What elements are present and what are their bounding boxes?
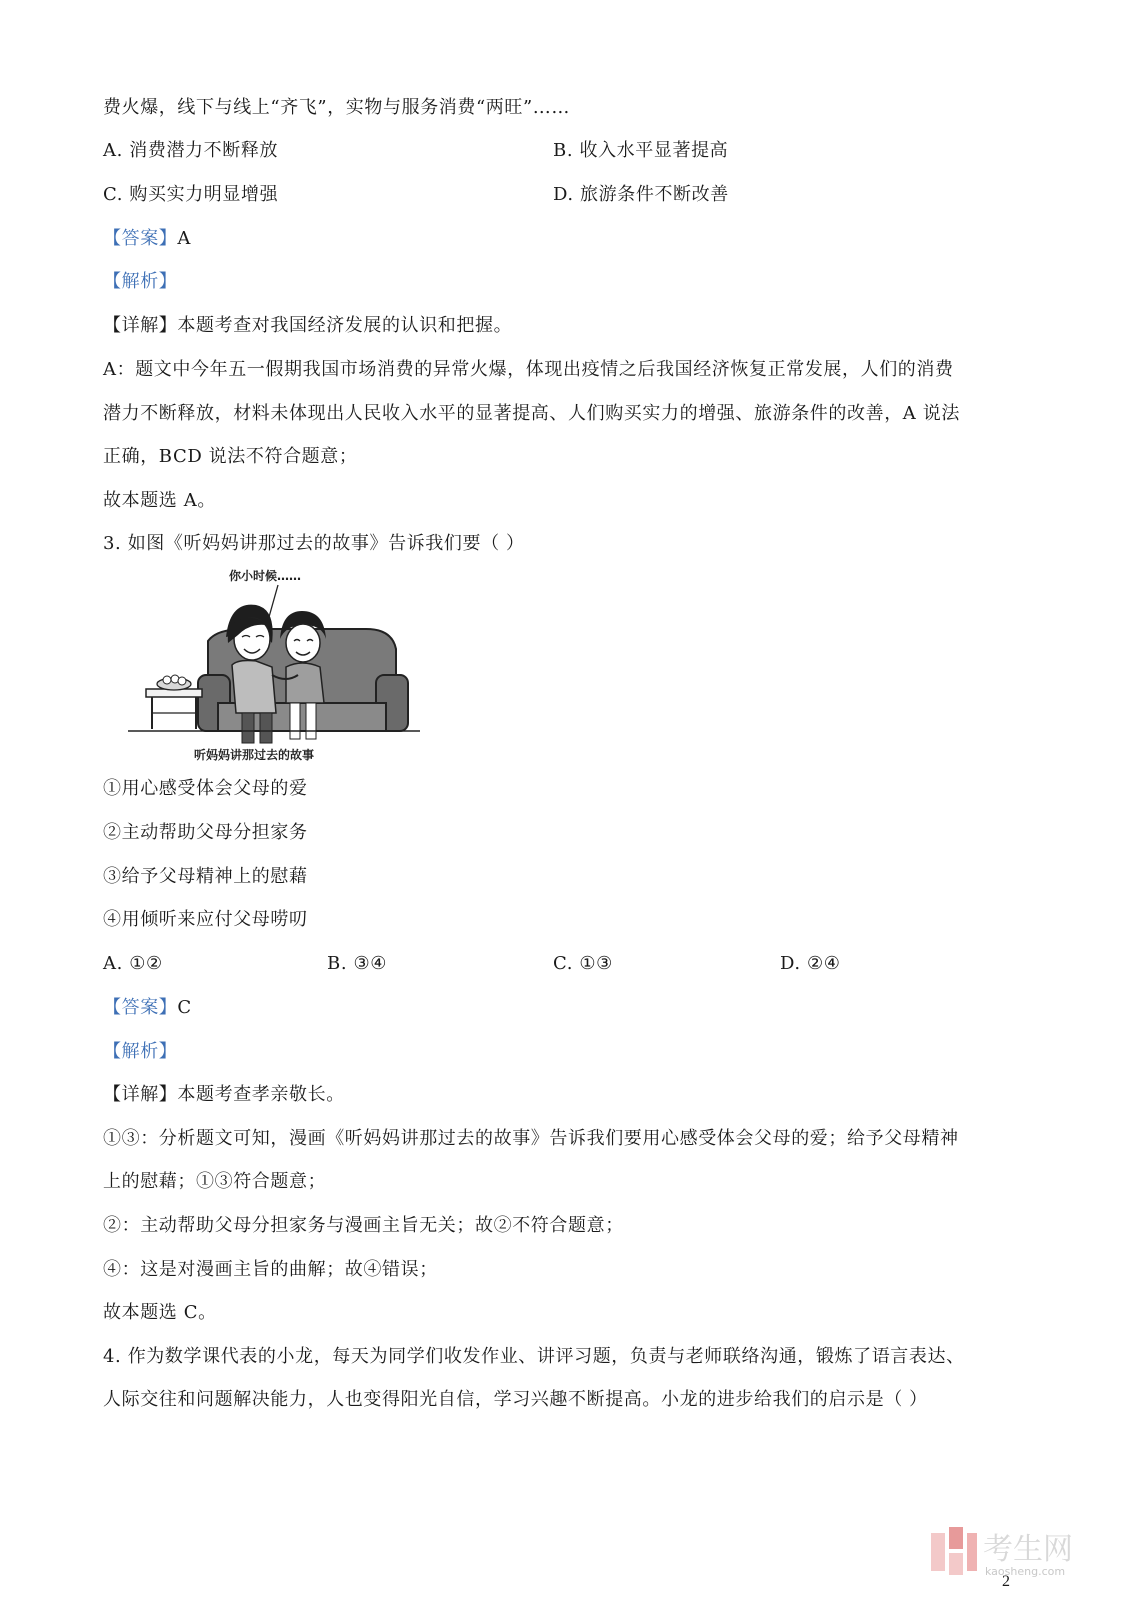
q3-explanation-line: 故本题选 C。 xyxy=(103,1302,217,1323)
watermark-url: kaosheng.com xyxy=(985,1565,1066,1578)
q2-option-b xyxy=(553,139,728,163)
q2-option-a xyxy=(103,139,278,163)
q3-explanation-line: ②：主动帮助父母分担家务与漫画主旨无关；故②不符合题意； xyxy=(103,1215,624,1236)
option-text: ①③ xyxy=(579,953,613,974)
option-letter: C. xyxy=(553,953,574,974)
detail-text: 本题考查对我国经济发展的认识和把握。 xyxy=(177,315,513,336)
q3-explanation-line: ④：这是对漫画主旨的曲解；故④错误； xyxy=(103,1259,438,1280)
option-text: 消费潜力不断释放 xyxy=(129,140,279,161)
q3-option-a xyxy=(103,952,163,976)
q2-detail xyxy=(103,314,512,338)
q3-statement: ②主动帮助父母分担家务 xyxy=(103,822,308,843)
answer-tag: 【答案】 xyxy=(103,997,178,1018)
q3-analysis-tag: 【解析】 xyxy=(103,1041,178,1062)
q2-answer xyxy=(103,227,191,251)
option-text: 购买实力明显增强 xyxy=(129,184,279,205)
answer-value: C xyxy=(177,997,192,1018)
watermark-logo xyxy=(929,1525,1099,1581)
q3-explanation-line: 上的慰藉；①③符合题意； xyxy=(103,1171,327,1192)
cartoon-speech: 你小时候…… xyxy=(229,569,302,583)
option-text: ③④ xyxy=(353,953,387,974)
option-letter: B. xyxy=(327,953,348,974)
q3-explanation-line: ①③：分析题文可知，漫画《听妈妈讲那过去的故事》告诉我们要用心感受体会父母的爱；给予父母精神 xyxy=(103,1128,959,1149)
q3-stem: 3. 如图《听妈妈讲那过去的故事》告诉我们要（ ） xyxy=(103,533,525,554)
q2-explanation-line: 故本题选 A。 xyxy=(103,490,216,511)
option-letter: D. xyxy=(780,953,801,974)
option-text: ①② xyxy=(129,953,163,974)
q2-explanation-line: 正确，BCD 说法不符合题意； xyxy=(103,446,358,467)
detail-text: 本题考查孝亲敬长。 xyxy=(177,1084,345,1105)
q3-statement: ④用倾听来应付父母唠叨 xyxy=(103,909,308,930)
detail-tag: 【详解】 xyxy=(103,315,178,336)
cartoon-caption: 听妈妈讲那过去的故事 xyxy=(194,748,315,762)
option-letter: C. xyxy=(103,184,124,205)
q2-option-d xyxy=(553,183,729,207)
q3-statement: ③给予父母精神上的慰藉 xyxy=(103,866,308,887)
answer-tag: 【答案】 xyxy=(103,228,178,249)
detail-tag: 【详解】 xyxy=(103,1084,178,1105)
watermark-brand: 考生网 xyxy=(983,1532,1073,1567)
q4-stem-line: 人际交往和问题解决能力，人也变得阳光自信，学习兴趣不断提高。小龙的进步给我们的启示是（ ） xyxy=(103,1389,928,1410)
q2-stem-tail: 费火爆，线下与线上“齐飞”，实物与服务消费“两旺”…… xyxy=(103,97,571,118)
option-letter: A. xyxy=(103,140,123,161)
plus-mark-icon xyxy=(931,1527,977,1575)
option-letter: B. xyxy=(553,140,574,161)
option-letter: A. xyxy=(103,953,123,974)
cartoon-image xyxy=(126,563,422,768)
answer-value: A xyxy=(177,228,192,249)
q3-detail xyxy=(103,1083,345,1107)
q4-stem-line: 4. 作为数学课代表的小龙，每天为同学们收发作业、讲评习题，负责与老师联络沟通，锻炼了语言表达、 xyxy=(103,1346,965,1367)
q2-option-c xyxy=(103,183,278,207)
q2-explanation-line: A：题文中今年五一假期我国市场消费的异常火爆，体现出疫情之后我国经济恢复正常发展，人们的消费 xyxy=(103,359,954,380)
q3-option-c xyxy=(553,952,613,976)
option-text: 旅游条件不断改善 xyxy=(580,184,729,205)
page-number: 2 xyxy=(1002,1573,1010,1590)
q3-option-b xyxy=(327,952,387,976)
option-text: 收入水平显著提高 xyxy=(579,140,729,161)
q3-option-d xyxy=(780,952,841,976)
option-letter: D. xyxy=(553,184,574,205)
q2-explanation-line: 潜力不断释放，材料未体现出人民收入水平的显著提高、人们购买实力的增强、旅游条件的改善，A 说法 xyxy=(103,403,960,424)
q3-answer xyxy=(103,996,192,1020)
q2-analysis-tag: 【解析】 xyxy=(103,271,178,292)
q3-statement: ①用心感受体会父母的爱 xyxy=(103,778,308,799)
option-text: ②④ xyxy=(807,953,841,974)
